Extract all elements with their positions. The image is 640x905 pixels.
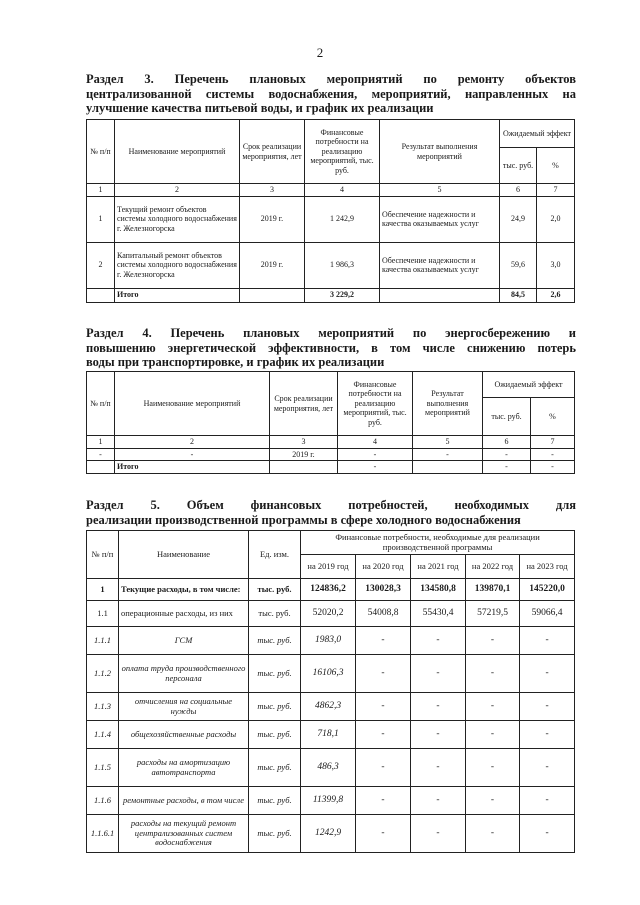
- row-value: -: [520, 721, 575, 749]
- section4-heading: [86, 326, 576, 370]
- section5-heading: [86, 498, 576, 527]
- section5-table: [86, 530, 575, 853]
- row-value: -: [520, 815, 575, 853]
- total-row: [87, 461, 575, 474]
- row-num: 1.1.4: [87, 721, 119, 749]
- row-value: -: [411, 627, 466, 655]
- col-number: 5: [380, 184, 500, 197]
- col-header-term: Срок реализации мероприятия, лет: [270, 372, 338, 436]
- row-value: 1242,9: [301, 815, 356, 853]
- row-unit: тыс. руб.: [249, 579, 301, 601]
- col-number: 3: [240, 184, 305, 197]
- row-unit: тыс. руб.: [249, 693, 301, 721]
- col-header-finance: Финансовые потребности, необходимые для реализации производственной программы: [301, 531, 575, 555]
- row-value: -: [520, 787, 575, 815]
- row-value: -: [411, 721, 466, 749]
- section4-heading-line: воды при транспортировке, и график их реализации: [86, 355, 385, 369]
- row-unit: тыс. руб.: [249, 815, 301, 853]
- table-row: [87, 787, 575, 815]
- row-value: -: [520, 693, 575, 721]
- row-num: 1.1.2: [87, 655, 119, 693]
- row-unit: тыс. руб.: [249, 601, 301, 627]
- col-header-effect: Ожидаемый эффект: [483, 372, 575, 398]
- col-header-year: на 2023 год: [520, 555, 575, 579]
- row-result: Обеспечение надежности и качества оказываемых услуг: [380, 196, 500, 242]
- table-row: [87, 693, 575, 721]
- section3-table: [86, 119, 575, 303]
- table-row: [87, 627, 575, 655]
- section4-heading-line: Раздел 4. Перечень плановых мероприятий по энергосбережению и: [86, 326, 576, 340]
- row-value: 11399,8: [301, 787, 356, 815]
- col-number: 1: [87, 436, 115, 449]
- table-row: [87, 721, 575, 749]
- row-unit: тыс. руб.: [249, 627, 301, 655]
- row-name: расходы на амортизацию автотранспорта: [119, 749, 249, 787]
- col-header-year: на 2020 год: [356, 555, 411, 579]
- col-header-unit: Ед. изм.: [249, 531, 301, 579]
- row-value: 54008,8: [356, 601, 411, 627]
- total-effect-pct: 2,6: [537, 288, 575, 302]
- row-value: 124836,2: [301, 579, 356, 601]
- row-value: 16106,3: [301, 655, 356, 693]
- row-value: -: [356, 787, 411, 815]
- row-value: -: [411, 655, 466, 693]
- row-value: -: [466, 693, 520, 721]
- total-finance: -: [338, 461, 413, 474]
- row-name: операционные расходы, из них: [119, 601, 249, 627]
- row-result: -: [413, 448, 483, 461]
- row-value: -: [411, 815, 466, 853]
- row-value: 59066,4: [520, 601, 575, 627]
- row-value: -: [356, 721, 411, 749]
- row-finance: 1 986,3: [305, 242, 380, 288]
- row-effect-pct: -: [531, 448, 575, 461]
- page-number: 2: [316, 45, 324, 60]
- col-number: 4: [305, 184, 380, 197]
- col-header-year: на 2022 год: [466, 555, 520, 579]
- row-name: -: [115, 448, 270, 461]
- row-name: оплата труда производственного персонала: [119, 655, 249, 693]
- row-num: 1.1.1: [87, 627, 119, 655]
- col-header-effect-pct: %: [537, 148, 575, 184]
- row-value: 130028,3: [356, 579, 411, 601]
- col-header-year: на 2019 год: [301, 555, 356, 579]
- table-row: [87, 196, 575, 242]
- row-num: -: [87, 448, 115, 461]
- col-header-name: Наименование мероприятий: [115, 372, 270, 436]
- row-value: 718,1: [301, 721, 356, 749]
- table-row: [87, 579, 575, 601]
- table-row: [87, 448, 575, 461]
- total-effect-pct: -: [531, 461, 575, 474]
- section4-table: [86, 371, 575, 474]
- row-value: -: [466, 627, 520, 655]
- row-name: расходы на текущий ремонт централизованных систем водоснабжения: [119, 815, 249, 853]
- total-finance: 3 229,2: [305, 288, 380, 302]
- col-number: 2: [115, 184, 240, 197]
- col-number: 5: [413, 436, 483, 449]
- row-value: -: [520, 655, 575, 693]
- col-header-name: Наименование: [119, 531, 249, 579]
- row-effect-thous: 59,6: [500, 242, 537, 288]
- column-numbers-row: [87, 184, 575, 197]
- section3-heading-line: улучшение качества питьевой воды, и график их реализации: [86, 101, 434, 115]
- row-name: Текущий ремонт объектов системы холодного водоснабжения г. Железногорска: [115, 196, 240, 242]
- total-label: Итого: [115, 461, 270, 474]
- row-num: 1.1.5: [87, 749, 119, 787]
- col-header-num: № п/п: [87, 372, 115, 436]
- row-value: 1983,0: [301, 627, 356, 655]
- section3-heading-line: Раздел 3. Перечень плановых мероприятий по ремонту объектов: [86, 72, 576, 86]
- row-effect-thous: -: [483, 448, 531, 461]
- row-value: -: [411, 787, 466, 815]
- section5-heading-line: реализации производственной программы в сфере холодного водоснабжения: [86, 512, 521, 527]
- section3-heading-line: централизованной системы водоснабжения, мероприятий, направленных на: [86, 86, 576, 101]
- row-finance: -: [338, 448, 413, 461]
- row-term: 2019 г.: [240, 242, 305, 288]
- row-num: 1: [87, 196, 115, 242]
- col-header-finance: Финансовые потребности на реализацию мероприятий, тыс. руб.: [305, 120, 380, 184]
- row-value: -: [466, 815, 520, 853]
- row-name: Текущие расходы, в том числе:: [119, 579, 249, 601]
- row-value: -: [520, 749, 575, 787]
- col-number: 6: [483, 436, 531, 449]
- row-value: -: [356, 655, 411, 693]
- row-value: 55430,4: [411, 601, 466, 627]
- row-value: 4862,3: [301, 693, 356, 721]
- row-value: -: [466, 721, 520, 749]
- row-num: 1.1: [87, 601, 119, 627]
- row-value: -: [466, 749, 520, 787]
- col-header-term: Срок реализации мероприятия, лет: [240, 120, 305, 184]
- row-value: -: [356, 749, 411, 787]
- row-finance: 1 242,9: [305, 196, 380, 242]
- col-number: 7: [537, 184, 575, 197]
- col-header-name: Наименование мероприятий: [115, 120, 240, 184]
- col-header-effect: Ожидаемый эффект: [500, 120, 575, 148]
- row-num: 1.1.6: [87, 787, 119, 815]
- row-value: 57219,5: [466, 601, 520, 627]
- row-value: -: [356, 627, 411, 655]
- col-header-effect-thous: тыс. руб.: [483, 398, 531, 436]
- column-numbers-row: [87, 436, 575, 449]
- row-result: Обеспечение надежности и качества оказываемых услуг: [380, 242, 500, 288]
- row-num: 2: [87, 242, 115, 288]
- section5-heading-line: Раздел 5. Объем финансовых потребностей, необходимых для: [86, 498, 576, 512]
- row-name: общехозяйственные расходы: [119, 721, 249, 749]
- table-row: [87, 655, 575, 693]
- col-header-effect-thous: тыс. руб.: [500, 148, 537, 184]
- row-effect-pct: 3,0: [537, 242, 575, 288]
- row-unit: тыс. руб.: [249, 749, 301, 787]
- col-number: 7: [531, 436, 575, 449]
- row-unit: тыс. руб.: [249, 655, 301, 693]
- col-number: 6: [500, 184, 537, 197]
- row-effect-pct: 2,0: [537, 196, 575, 242]
- row-value: 486,3: [301, 749, 356, 787]
- col-header-year: на 2021 год: [411, 555, 466, 579]
- row-value: -: [356, 815, 411, 853]
- col-header-finance: Финансовые потребности на реализацию мероприятий, тыс. руб.: [338, 372, 413, 436]
- row-name: ремонтные расходы, в том числе: [119, 787, 249, 815]
- total-label: Итого: [115, 288, 240, 302]
- section3-heading: [86, 72, 576, 116]
- col-header-result: Результат выполнения мероприятий: [380, 120, 500, 184]
- row-value: 139870,1: [466, 579, 520, 601]
- row-value: -: [466, 655, 520, 693]
- row-num: 1.1.6.1: [87, 815, 119, 853]
- row-value: 134580,8: [411, 579, 466, 601]
- row-num: 1.1.3: [87, 693, 119, 721]
- total-effect-thous: -: [483, 461, 531, 474]
- col-header-num: № п/п: [87, 531, 119, 579]
- total-row: [87, 288, 575, 302]
- col-header-effect-pct: %: [531, 398, 575, 436]
- row-name: ГСМ: [119, 627, 249, 655]
- row-value: -: [520, 627, 575, 655]
- row-value: -: [411, 749, 466, 787]
- section4-heading-line: повышению энергетической эффективности, в том числе снижению потерь: [86, 340, 576, 355]
- row-name: Капитальный ремонт объектов системы холодного водоснабжения г. Железногорска: [115, 242, 240, 288]
- row-value: -: [466, 787, 520, 815]
- col-number: 1: [87, 184, 115, 197]
- col-header-num: № п/п: [87, 120, 115, 184]
- row-unit: тыс. руб.: [249, 787, 301, 815]
- row-term: 2019 г.: [270, 448, 338, 461]
- row-value: -: [411, 693, 466, 721]
- row-value: 52020,2: [301, 601, 356, 627]
- table-row: [87, 242, 575, 288]
- row-value: -: [356, 693, 411, 721]
- col-header-result: Результат выполнения мероприятий: [413, 372, 483, 436]
- row-name: отчисления на социальные нужды: [119, 693, 249, 721]
- table-row: [87, 815, 575, 853]
- row-effect-thous: 24,9: [500, 196, 537, 242]
- table-row: [87, 749, 575, 787]
- total-effect-thous: 84,5: [500, 288, 537, 302]
- row-value: 145220,0: [520, 579, 575, 601]
- table-row: [87, 601, 575, 627]
- col-number: 4: [338, 436, 413, 449]
- row-term: 2019 г.: [240, 196, 305, 242]
- row-num: 1: [87, 579, 119, 601]
- row-unit: тыс. руб.: [249, 721, 301, 749]
- col-number: 2: [115, 436, 270, 449]
- col-number: 3: [270, 436, 338, 449]
